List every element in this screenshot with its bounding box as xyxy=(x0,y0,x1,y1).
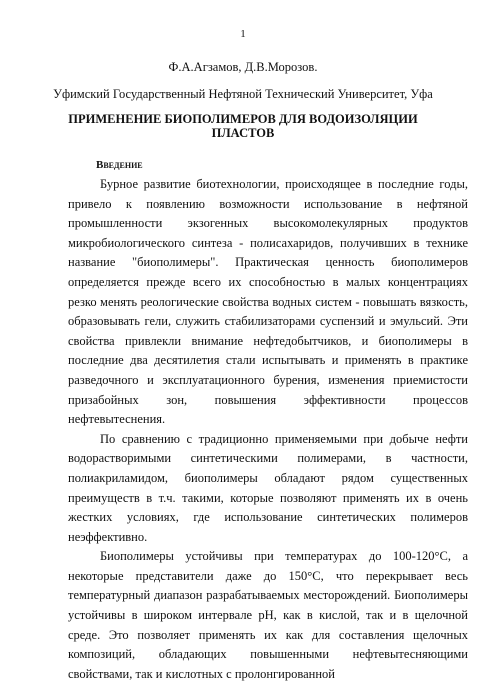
section-heading: Введение xyxy=(96,159,143,171)
paragraph: По сравнению с традиционно применяемыми при добыче нефти водорастворимыми синтетическими полимерами, в частности, полиакриламидом, биополимеры обладают рядом существенных преимуществ в т.ч. такими, которые позволяют применять их в очень жестких условиях, где использование синтетических полимеров неэффективно. xyxy=(68,431,468,544)
paragraph: Биополимеры устойчивы при температурах до 100-120°С, а некоторые представители даже до 150°С, что перекрывает весь температурный диапазон разрабатываемых месторождений. Биополимеры устойчивы в широком интервале pH, как в кислой, так и в щелочной среде. Это позволяет применять их как для составления щелочных композиций, обладающих повышенными нефтевытесняющими свойствами, так и кислотных с пролонгированной xyxy=(68,549,468,681)
authors: Ф.А.Агзамов, Д.В.Морозов. xyxy=(168,60,318,74)
body-text xyxy=(68,175,468,684)
paragraph: Бурное развитие биотехнологии, происходящее в последние годы, привело к появлению возможности использование в нефтяной промышленности экзогенных высокомолекулярных продуктов микробиологического синтеза - полисахаридов, получивших в технике название "биополимеры". Практическая ценность биополимеров определяется прежде всего их способностью в малых концентрациях резко менять реологические свойства водных систем - повышать вязкость, образовывать гели, служить стабилизаторами суспензий и эмульсий. Эти свойства привлекли внимание нефтедобытчиков, и биополимеры в последние два десятилетия стали испытывать и применять в практике разведочного и эксплуатационного бурения, изменения приемистости призабойных зон, повышения эффективности процессов нефтевытеснения. xyxy=(68,177,468,427)
affiliation: Уфимский Государственный Нефтяной Технический Университет, Уфа xyxy=(53,87,433,101)
paper-title: ПРИМЕНЕНИЕ БИОПОЛИМЕРОВ ДЛЯ ВОДОИЗОЛЯЦИИ ПЛАСТОВ xyxy=(68,112,418,140)
page-number: 1 xyxy=(240,28,246,40)
